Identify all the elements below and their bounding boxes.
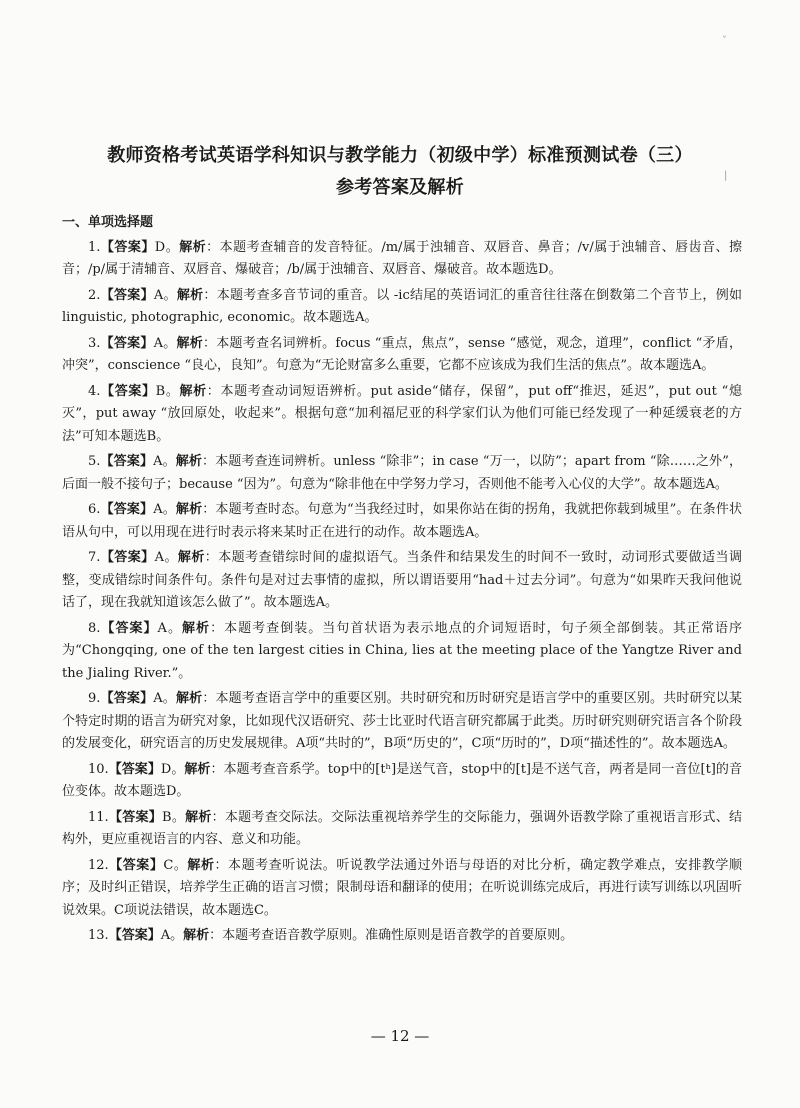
answer-value: A。: [153, 454, 176, 469]
section-heading: 一、单项选择题: [62, 215, 154, 230]
answer-value: A。: [153, 287, 177, 303]
analysis-label: 解析: [176, 287, 204, 303]
answer-item: [62, 285, 742, 330]
answer-label: 【答案】: [108, 857, 164, 873]
answer-item: [62, 759, 742, 804]
page-title: 教师资格考试英语学科知识与教学能力（初级中学）标准预测试卷（三）: [107, 145, 693, 166]
answer-value: A。: [157, 620, 182, 636]
analysis-text: ：本题考查语音教学原则。准确性原则是语音教学的首要原则。: [209, 928, 574, 943]
answer-value: A。: [153, 335, 177, 351]
answer-label: 【答案】: [100, 454, 154, 469]
item-number: 12.: [88, 857, 109, 873]
analysis-label: 解析: [179, 383, 207, 399]
answer-value: D。: [160, 761, 185, 777]
answer-label: 【答案】: [100, 550, 155, 565]
analysis-text: ：本题考查倒装。当句首状语为表示地点的介词短语时，句子须全部倒装。其正常语序为“Chongqing, one of the ten largest cities in China, lies at the meeting place of the Yangtze River and the Jialing River.”。: [62, 620, 742, 681]
answer-label: 【答案】: [108, 809, 163, 825]
item-number: 3.: [88, 335, 101, 351]
item-number: 13.: [88, 928, 109, 943]
answer-item: [62, 381, 742, 449]
answer-value: A。: [153, 502, 176, 517]
answer-value: B。: [162, 809, 186, 825]
answer-item: [62, 237, 742, 282]
answer-label: 【答案】: [100, 239, 155, 255]
analysis-label: 解析: [175, 454, 203, 469]
title-block: [60, 143, 740, 201]
item-number: 9.: [88, 691, 101, 706]
analysis-label: 解析: [183, 928, 210, 943]
analysis-label: 解析: [175, 691, 203, 706]
answer-label: 【答案】: [108, 761, 161, 777]
answer-value: A。: [160, 928, 184, 943]
analysis-label: 解析: [177, 550, 205, 565]
analysis-text: ：本题考查时态。句意为“当我经过时，如果你站在街的拐角，我就把你载到城里”。在条件状语从句中，可以用现在进行时表示将来某时正在进行的动作。故本题选A。: [62, 502, 743, 540]
answer-item: [62, 618, 742, 686]
analysis-label: 解析: [175, 502, 203, 517]
answer-item: [62, 333, 742, 378]
answer-item: [62, 855, 742, 923]
analysis-text: ：本题考查名词辨析。focus “重点，焦点”，sense “感觉，观念，道理”，conflict “矛盾，冲突”，conscience “良心，良知”。句意为“无论财富多么重要，它都不应该成为我们生活的焦点”。故本题选A。: [62, 335, 742, 373]
page-number: — 12 —: [370, 1027, 430, 1045]
analysis-label: 解析: [176, 335, 203, 351]
answer-value: A。: [154, 550, 178, 565]
answer-label: 【答案】: [108, 928, 161, 943]
analysis-text: ：本题考查音系学。top中的[tʰ]是送气音，stop中的[t]是不送气音，两者是同一音位[t]的音位变体。故本题选D。: [62, 761, 742, 799]
answer-item: [62, 925, 742, 948]
analysis-text: ：本题考查动词短语辨析。put aside“储存，保留”，put off“推迟，延迟”，put out “熄灭”，put away “放回原处，收起来”。根据句意“加利福尼亚的科学家们认为他们可能已经发现了一种延缓衰老的方法”可知本题选B。: [62, 383, 742, 444]
analysis-label: 解析: [184, 761, 211, 777]
answer-value: D。: [154, 239, 180, 255]
analysis-text: ：本题考查交际法。交际法重视培养学生的交际能力，强调外语教学除了重视语言形式、结构外，更应重视语言的内容、意义和功能。: [62, 809, 742, 847]
answer-item: [62, 807, 742, 852]
item-number: 2.: [88, 287, 101, 303]
page-subtitle: 参考答案及解析: [335, 177, 465, 198]
item-number: 5.: [88, 454, 101, 469]
items-container: [62, 237, 742, 948]
analysis-text: ：本题考查错综时间的虚拟语气。当条件和结果发生的时间不一致时，动词形式要做适当调整，变成错综时间条件句。条件句是对过去事情的虚拟，所以谓语要用“had＋过去分词”。句意为“如果昨天我问他说话了，现在我就知道该怎么做了”。故本题选A。: [62, 550, 742, 610]
item-number: 8.: [88, 620, 101, 636]
analysis-label: 解析: [185, 809, 212, 825]
analysis-text: ：本题考查连词辨析。unless “除非”；in case “万一，以防”；apart from “除……之外”，后面一般不接句子；because “因为”。句意为“除非他在中学努力学习，否则他不能考入心仪的大学”。故本题选A。: [62, 454, 742, 492]
answer-label: 【答案】: [100, 335, 154, 351]
answer-item: [62, 688, 742, 756]
analysis-label: 解析: [187, 857, 215, 873]
analysis-label: 解析: [182, 620, 211, 636]
scan-mark-top: ˇ: [722, 36, 727, 47]
item-number: 6.: [88, 502, 101, 517]
item-number: 11.: [88, 809, 109, 825]
answer-value: B。: [155, 383, 180, 399]
answer-item: [62, 451, 742, 496]
answer-label: 【答案】: [100, 383, 156, 399]
answer-value: A。: [153, 691, 176, 706]
analysis-text: ：本题考查多音节词的重音。以 -ic结尾的英语词汇的重音往往落在倒数第二个音节上，例如linguistic, photographic, economic。故本题选A。: [62, 287, 742, 325]
item-number: 1.: [88, 239, 101, 255]
answer-label: 【答案】: [100, 620, 158, 636]
answer-item: [62, 499, 742, 544]
answer-value: C。: [163, 857, 188, 873]
answer-label: 【答案】: [100, 502, 154, 517]
analysis-text: ：本题考查辅音的发音特征。/m/属于浊辅音、双唇音、鼻音；/v/属于浊辅音、唇齿音、擦音；/p/属于清辅音、双唇音、爆破音；/b/属于浊辅音、双唇音、爆破音。故本题选D。: [62, 239, 742, 277]
answer-list: [62, 212, 742, 951]
item-number: 10.: [88, 761, 109, 777]
analysis-text: ：本题考查语言学中的重要区别。共时研究和历时研究是语言学中的重要区别。共时研究以某个特定时期的语言为研究对象，比如现代汉语研究、莎士比亚时代语言研究都属于此类。历时研究则研究语言各个阶段的发展变化，研究语言的历史发展规律。A项“共时的”，B项“历史的”，C项“历时的”，D项“描述性的”。故本题选A。: [62, 691, 742, 751]
answer-item: [62, 547, 742, 615]
analysis-label: 解析: [179, 239, 207, 255]
answer-label: 【答案】: [100, 691, 154, 706]
answer-label: 【答案】: [100, 287, 154, 303]
item-number: 4.: [88, 383, 101, 399]
analysis-text: ：本题考查听说法。听说教学法通过外语与母语的对比分析，确定教学难点，安排教学顺序；及时纠正错误，培养学生正确的语言习惯；限制母语和翻译的使用；在听说训练完成后，再进行读写训练以巩固听说效果。C项说法错误，故本题选C。: [62, 857, 742, 918]
scan-mark-side: |: [724, 170, 728, 181]
item-number: 7.: [88, 550, 101, 565]
